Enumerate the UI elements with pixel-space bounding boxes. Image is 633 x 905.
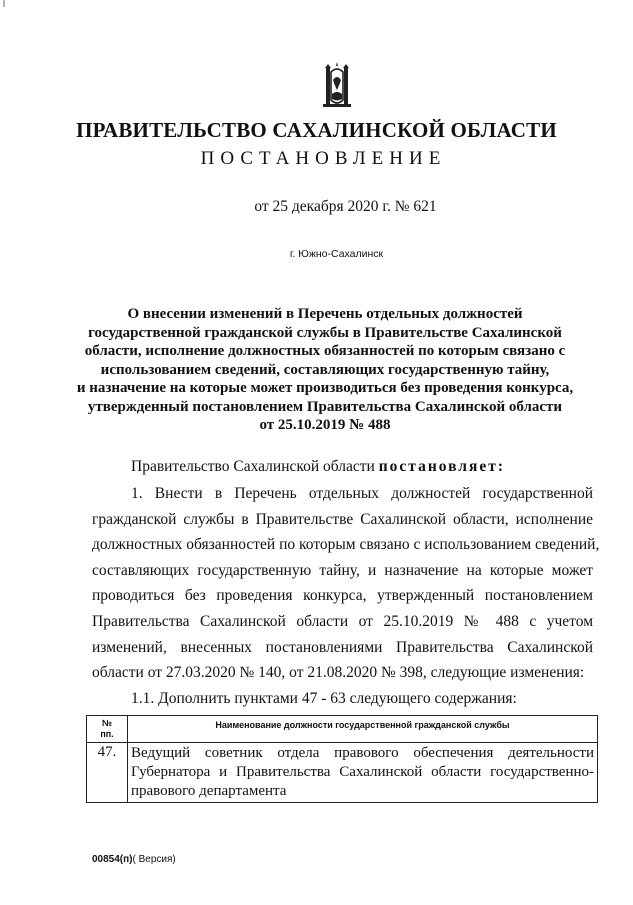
subject-line: О внесении изменений в Перечень отдельных должностей xyxy=(127,306,523,322)
document-date-number: от 25 декабря 2020 г. № 621 xyxy=(254,198,437,215)
positions-table xyxy=(86,715,598,803)
point-1-paragraph xyxy=(92,481,600,686)
paragraph-line: проводиться без проведения конкурса, утвержденный постановлением xyxy=(92,587,593,605)
document-city: г. Южно-Сахалинск xyxy=(289,248,384,260)
preamble-text: Правительство Сахалинской области xyxy=(131,458,379,475)
document-subject xyxy=(60,305,590,435)
scan-mark xyxy=(2,0,6,8)
table-header-row xyxy=(87,716,598,743)
row-number: 47. xyxy=(87,743,128,803)
cell-line: Губернатора и Правительства Сахалинской области государственно- xyxy=(131,764,594,780)
subject-line: использованием сведений, составляющих государственную тайну, xyxy=(100,361,550,378)
column-header-number xyxy=(87,716,128,743)
subject-line: утвержденный постановлением Правительства Сахалинской области xyxy=(87,398,563,415)
footer-code xyxy=(92,854,176,865)
table-row xyxy=(87,743,598,803)
paragraph-line: изменений, внесенных постановлениями Правительства Сахалинской xyxy=(92,638,593,656)
row-position-name xyxy=(128,743,598,803)
coat-of-arms-icon xyxy=(317,60,357,110)
subject-line: от 25.10.2019 № 488 xyxy=(259,417,391,433)
document-type: ПОСТАНОВЛЕНИЕ xyxy=(200,148,447,169)
paragraph-line: Правительства Сахалинской области от 25.10.2019 № 488 с учетом xyxy=(92,612,593,630)
footer-doc-code: 00854(п) xyxy=(92,854,133,865)
paragraph-line: составляющих государственную тайну, и назначение на которые может xyxy=(92,561,593,579)
paragraph-line: области от 27.03.2020 № 140, от 21.08.2020 № 398, следующие изменения: xyxy=(92,664,585,682)
header-text: пп. xyxy=(100,729,114,739)
preamble xyxy=(131,458,505,476)
preamble-verb: постановляет: xyxy=(378,458,506,475)
subject-line: и назначение на которые может производиться без проведения конкурса, xyxy=(76,380,574,396)
subpoint-1-1: 1.1. Дополнить пунктами 47 - 63 следующего содержания: xyxy=(131,690,517,707)
organization-title: ПРАВИТЕЛЬСТВО САХАЛИНСКОЙ ОБЛАСТИ xyxy=(76,118,557,142)
paragraph-line: 1. Внести в Перечень отдельных должностей государственной xyxy=(131,485,593,502)
paragraph-line: гражданской службы в Правительстве Сахалинской области, исполнение xyxy=(92,510,593,528)
header-text: № xyxy=(101,718,113,728)
cell-line: Ведущий советник отдела правового обеспечения деятельности xyxy=(131,745,594,761)
subject-line: области, исполнение должностных обязанностей по которым связано с xyxy=(84,343,566,359)
cell-line: правового департамента xyxy=(131,783,287,799)
subject-line: государственной гражданской службы в Правительстве Сахалинской xyxy=(88,324,562,341)
column-header-position: Наименование должности государственной гражданской службы xyxy=(128,716,598,743)
paragraph-line: должностных обязанностей по которым связано с использованием сведений, xyxy=(92,536,600,554)
footer-version: ( Версия) xyxy=(132,854,176,865)
